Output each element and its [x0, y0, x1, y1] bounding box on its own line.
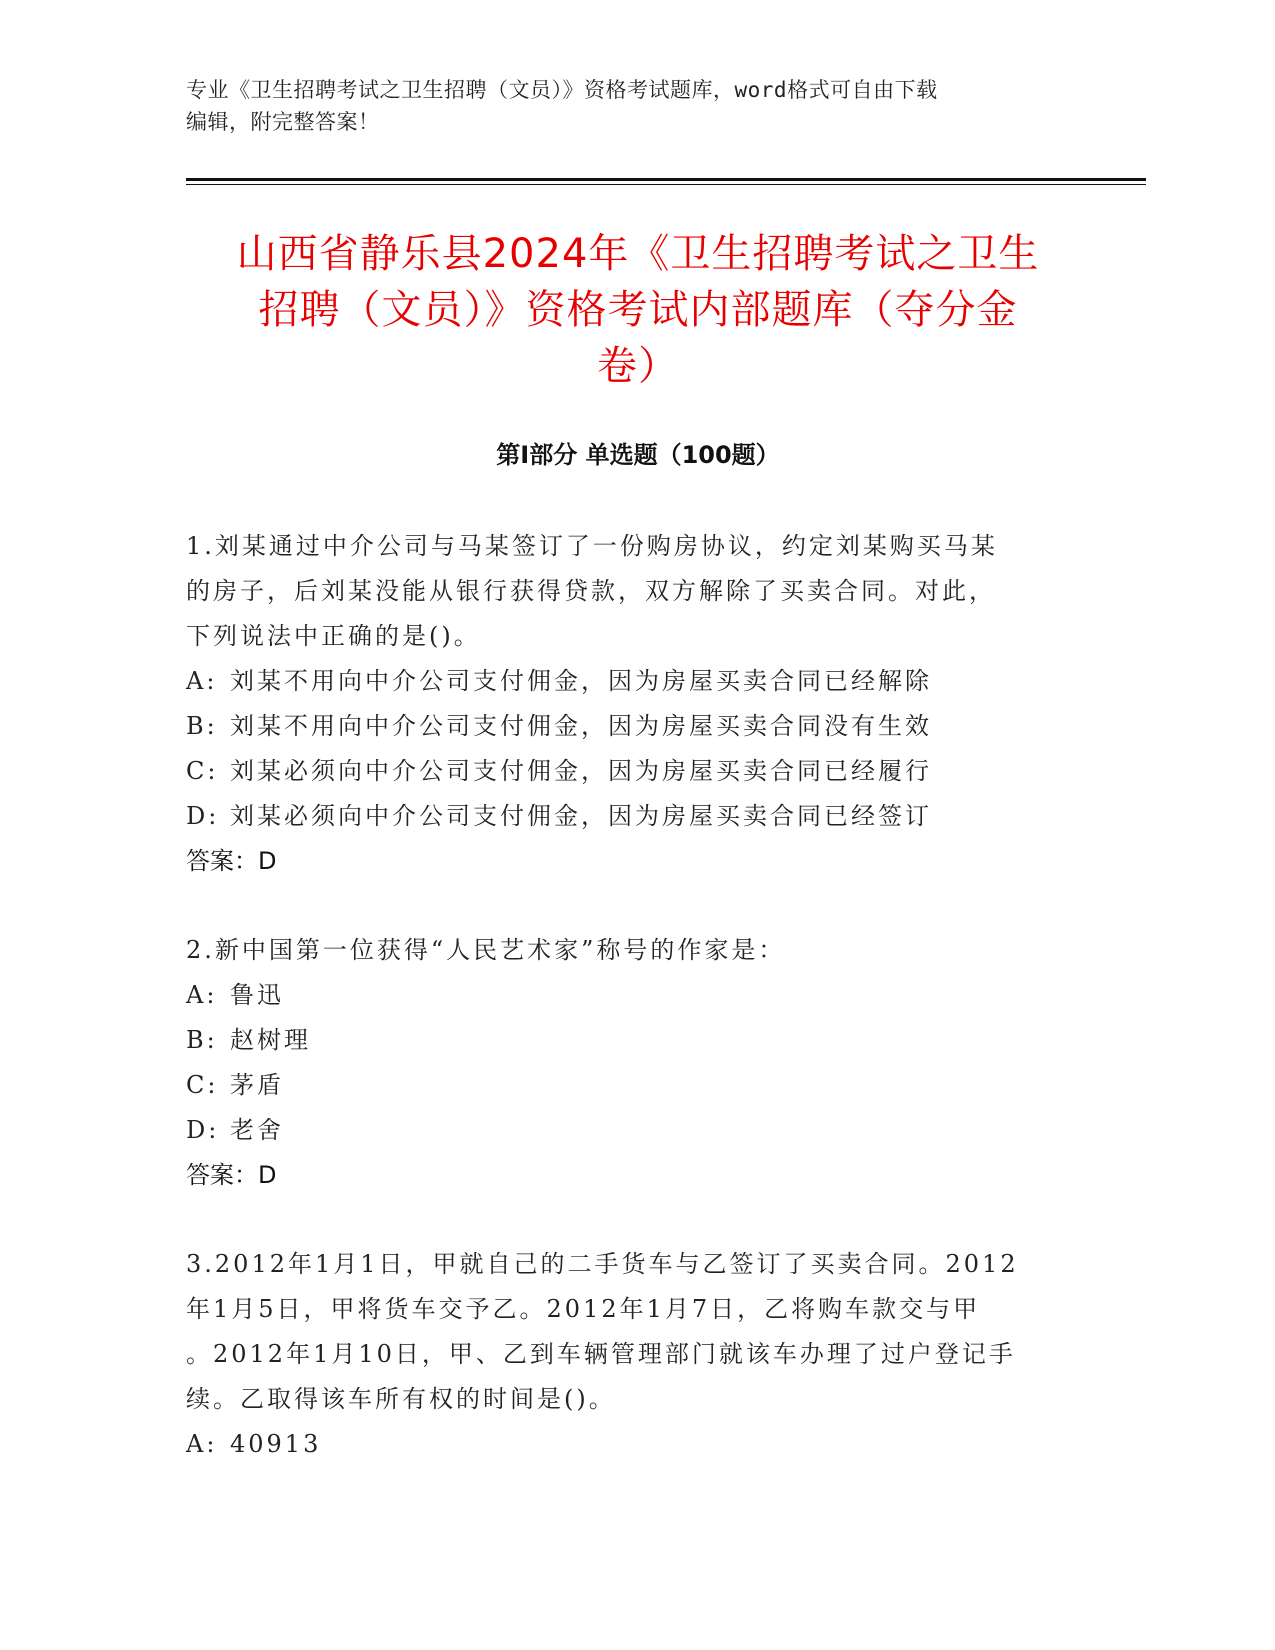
- title-line: 山西省静乐县2024年《卫生招聘考试之卫生: [236, 231, 1040, 277]
- header-note-line: 专业《卫生招聘考试之卫生招聘（文员）》资格考试题库，word格式可自由下载: [186, 78, 938, 102]
- question-stem-line: 1.刘某通过中介公司与马某签订了一份购房协议，约定刘某购买马某: [186, 532, 998, 560]
- option-letter: A:: [186, 981, 218, 1009]
- question-stem-line: 续。乙取得该车所有权的时间是()。: [186, 1385, 616, 1413]
- option-text: 赵树理: [230, 1026, 311, 1054]
- option-b: [186, 704, 1066, 749]
- option-text: 刘某不用向中介公司支付佣金，因为房屋买卖合同已经解除: [230, 667, 932, 695]
- title-line: 招聘（文员）》资格考试内部题库（夺分金: [258, 287, 1018, 333]
- header-note: [186, 74, 1086, 138]
- answer-line: 答案：D: [186, 847, 277, 875]
- question-1: [186, 524, 1066, 884]
- header-note-line: 编辑，附完整答案！: [186, 110, 380, 134]
- header-rule-thick: [186, 178, 1146, 181]
- option-b: [186, 1018, 1066, 1063]
- option-c: [186, 749, 1066, 794]
- option-letter: A:: [186, 667, 218, 695]
- option-d: [186, 1108, 1066, 1153]
- document-title: [186, 226, 1090, 394]
- title-line: 卷）: [597, 343, 679, 389]
- option-a: [186, 659, 1066, 704]
- option-text: 茅盾: [230, 1071, 284, 1099]
- option-text: 刘某必须向中介公司支付佣金，因为房屋买卖合同已经履行: [230, 757, 932, 785]
- option-letter: D:: [186, 1116, 220, 1144]
- option-a: [186, 973, 1066, 1018]
- option-letter: B:: [186, 712, 218, 740]
- question-stem-line: 下列说法中正确的是()。: [186, 622, 481, 650]
- question-stem-line: 。2012年1月10日，甲、乙到车辆管理部门就该车办理了过户登记手: [186, 1340, 1016, 1368]
- question-stem-line: 2.新中国第一位获得“人民艺术家”称号的作家是：: [186, 936, 786, 964]
- header-rule-thin: [186, 184, 1146, 185]
- option-text: 鲁迅: [230, 981, 284, 1009]
- option-letter: B:: [186, 1026, 218, 1054]
- option-c: [186, 1063, 1066, 1108]
- option-text: 刘某不用向中介公司支付佣金，因为房屋买卖合同没有生效: [230, 712, 932, 740]
- question-list: [186, 524, 1066, 1511]
- option-letter: A:: [186, 1430, 218, 1458]
- question-2: [186, 928, 1066, 1198]
- answer-line: 答案：D: [186, 1161, 277, 1189]
- question-stem-line: 3.2012年1月1日，甲就自己的二手货车与乙签订了买卖合同。2012: [186, 1250, 1019, 1278]
- question-stem-line: 的房子，后刘某没能从银行获得贷款，双方解除了买卖合同。对此，: [186, 577, 996, 605]
- option-letter: D:: [186, 802, 220, 830]
- question-stem-line: 年1月5日，甲将货车交予乙。2012年1月7日，乙将购车款交与甲: [186, 1295, 981, 1323]
- option-text: 40913: [230, 1430, 322, 1458]
- question-3: [186, 1242, 1066, 1467]
- section-title: 第Ⅰ部分 单选题（100题）: [496, 441, 780, 469]
- option-letter: C:: [186, 1071, 219, 1099]
- option-text: 刘某必须向中介公司支付佣金，因为房屋买卖合同已经签订: [230, 802, 932, 830]
- option-letter: C:: [186, 757, 219, 785]
- option-text: 老舍: [230, 1116, 284, 1144]
- option-a: [186, 1422, 1066, 1467]
- option-d: [186, 794, 1066, 839]
